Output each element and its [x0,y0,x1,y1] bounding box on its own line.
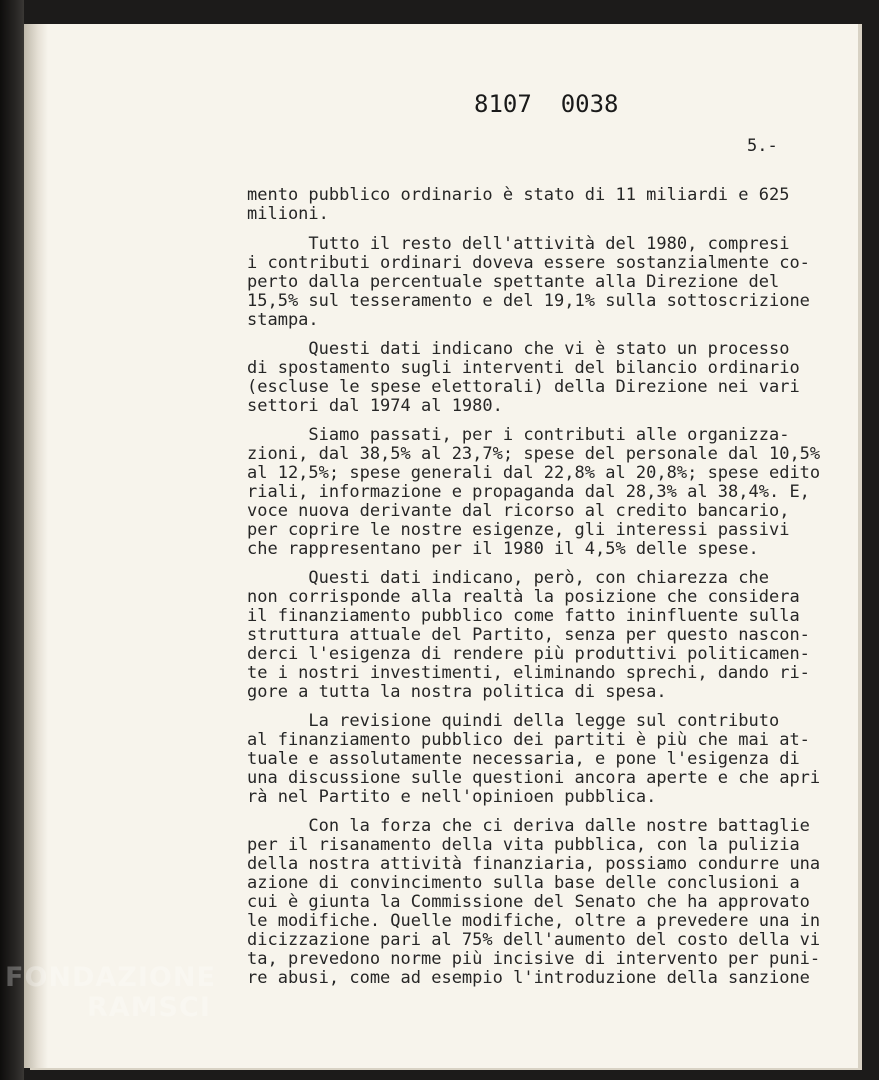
paragraph: Questi dati indicano che vi è stato un processo di spostamento sugli interventi del bilancio ordinario (escluse le spese elettorali) della Direzione nei vari settori dal 1974 al 1980. [247,339,800,416]
book-binding [0,0,24,1080]
document-page [24,24,858,1068]
watermark-line-2: RAMSCI [87,992,211,1023]
body-text [247,186,847,998]
document-code: 8107 0038 [474,90,619,118]
paragraph: Questi dati indicano, però, con chiarezza che non corrisponde alla realtà la posizione che considera il finanziamento pubblico come fatto ininfluente sulla struttura attuale del Partito, senza per questo nascon- derci l'esigenza di rendere più produttivi politicamen- te i nostri investimenti, eliminando sprechi, dando ri- gore a tutta la nostra politica di spesa. [247,568,810,702]
paragraph: La revisione quindi della legge sul contributo al finanziamento pubblico dei partiti è più che mai at- tuale e assolutamente necessaria, e pone l'esigenza di una discussione sulle questioni ancora aperte e che apri rà nel Partito e nell'opinioen pubblica. [247,711,821,807]
paragraph: Siamo passati, per i contributi alle organizza- zioni, dal 38,5% al 23,7%; spese del personale dal 10,5% al 12,5%; spese generali dal 22,8% al 20,8%; spese edito riali, informazione e propaganda dal 28,3% al 38,4%. E, voce nuova derivante dal ricorso al credito bancario, per coprire le nostre esigenze, gli interessi passivi che rappresentano per il 1980 il 4,5% delle spese. [247,425,821,559]
page-number: 5.- [747,136,778,156]
watermark-line-1: FONDAZIONE [5,962,216,993]
watermark-logo [5,963,216,1023]
paragraph: mento pubblico ordinario è stato di 11 miliardi e 625 milioni. [247,185,790,224]
paragraph: Tutto il resto dell'attività del 1980, compresi i contributi ordinari doveva essere sostanzialmente co- perto dalla percentuale spettante alla Direzione del 15,5% sul tesseramento e del 19,1% sulla sottoscrizione stampa. [247,234,810,330]
paragraph: Con la forza che ci deriva dalle nostre battaglie per il risanamento della vita pubblica, con la pulizia della nostra attività finanziaria, possiamo condurre una azione di convincimento sulla base delle conclusioni a cui è giunta la Commissione del Senato che ha approvato le modifiche. Quelle modifiche, oltre a prevedere una in dicizzazione pari al 75% dell'aumento del costo della vi ta, prevedono norme più incisive di intervento per puni- re abusi, come ad esempio l'introduzione della sanzione [247,816,821,988]
page-edge [24,24,48,1068]
